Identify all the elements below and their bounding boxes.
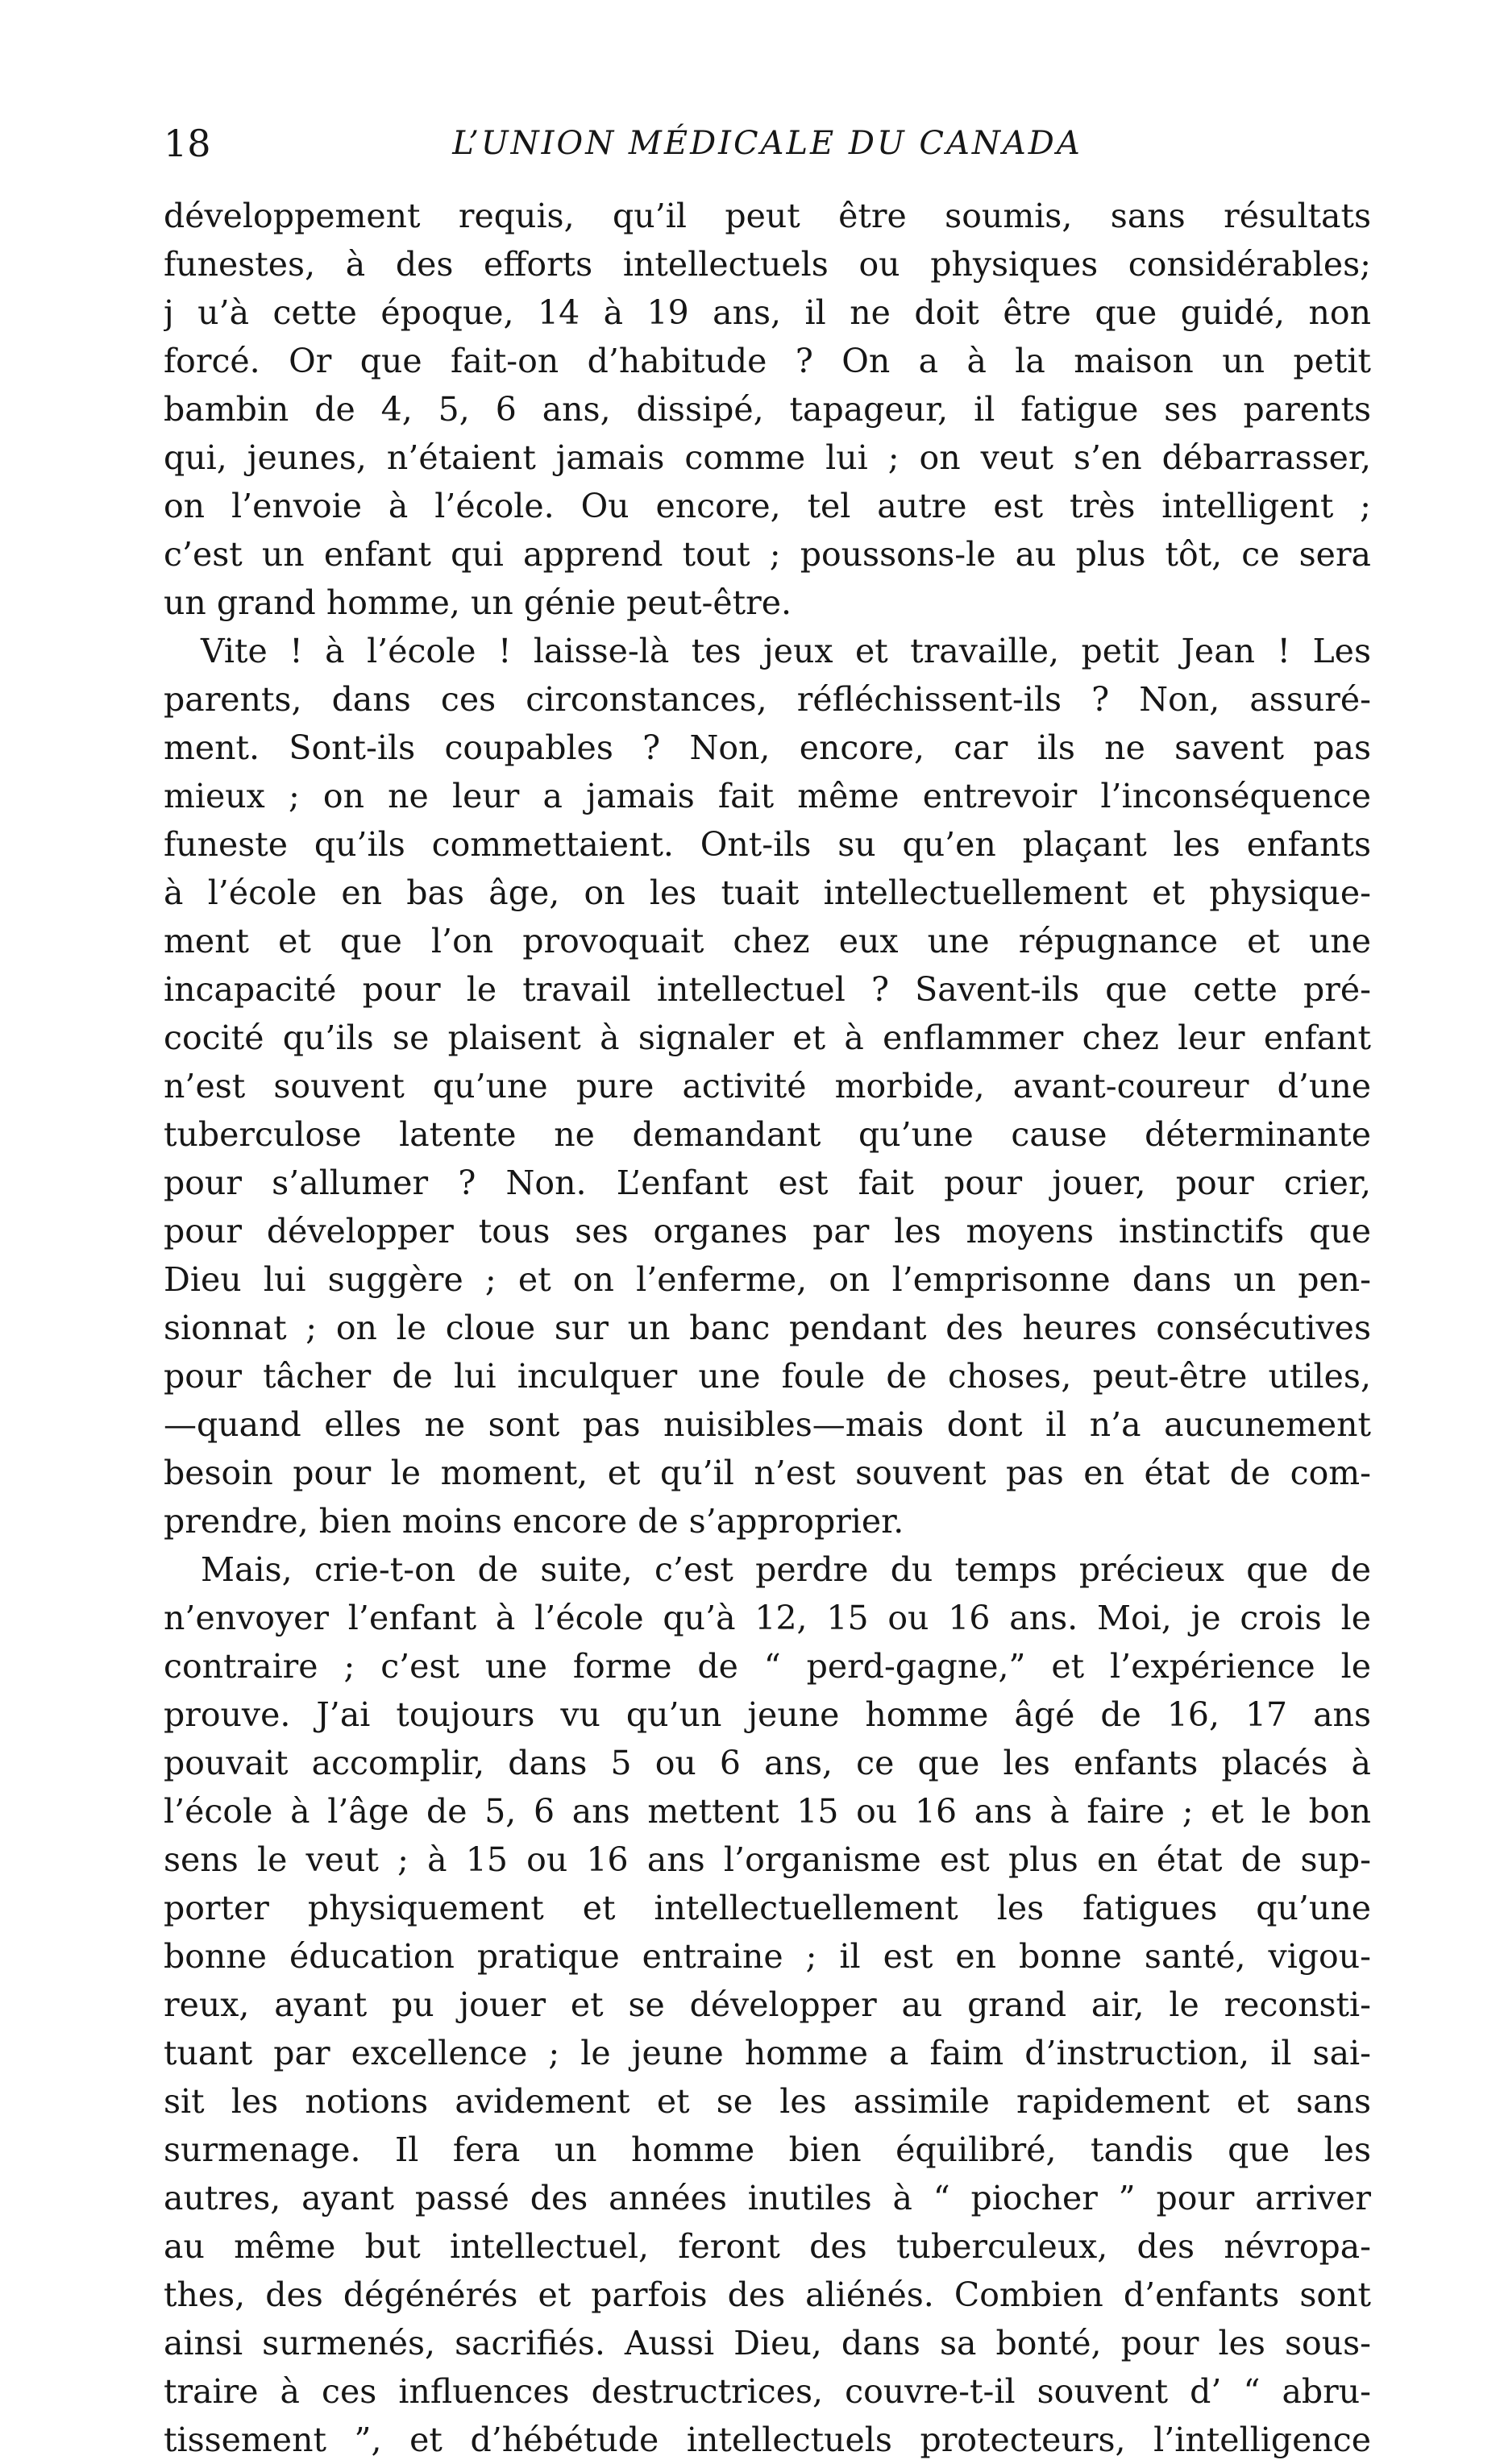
text-line: pouvait accomplir, dans 5 ou 6 ans, ce que les enfants placés à	[164, 1744, 1371, 1782]
text-line: funeste qu’ils commettaient. Ont-ils su qu’en plaçant les enfants	[164, 825, 1371, 864]
text-line: sens le veut ; à 15 ou 16 ans l’organisme est plus en état de sup-	[164, 1840, 1371, 1879]
text-line: besoin pour le moment, et qu’il n’est souvent pas en état de com-	[164, 1454, 1371, 1492]
text-line: contraire ; c’est une forme de “ perd-gagne,” et l’expérience le	[164, 1647, 1371, 1686]
text-line: sionnat ; on le cloue sur un banc pendant des heures consécutives	[164, 1309, 1371, 1347]
text-line: tuant par excellence ; le jeune homme a faim d’instruction, il sai-	[164, 2034, 1371, 2072]
text-line: sit les notions avidement et se les assimile rapidement et sans	[164, 2082, 1371, 2121]
running-title: L’UNION MÉDICALE DU CANADA	[452, 125, 1082, 162]
body-text	[164, 192, 1371, 2464]
text-line: porter physiquement et intellectuellement les fatigues qu’une	[164, 1889, 1371, 1927]
text-line: développement requis, qu’il peut être soumis, sans résultats	[164, 197, 1371, 235]
text-line: pour tâcher de lui inculquer une foule de choses, peut-être utiles,	[164, 1357, 1371, 1396]
text-line: l’école à l’âge de 5, 6 ans mettent 15 ou 16 ans à faire ; et le bon	[164, 1792, 1371, 1831]
text-line: Dieu lui suggère ; et on l’enferme, on l’emprisonne dans un pen-	[164, 1260, 1371, 1299]
text-line: au même but intellectuel, feront des tuberculeux, des névropa-	[164, 2227, 1371, 2266]
text-line: n’envoyer l’enfant à l’école qu’à 12, 15 ou 16 ans. Moi, je crois le	[164, 1599, 1371, 1637]
text-line: cocité qu’ils se plaisent à signaler et à enflammer chez leur enfant	[164, 1018, 1371, 1057]
text-line: prouve. J’ai toujours vu qu’un jeune homme âgé de 16, 17 ans	[164, 1695, 1371, 1734]
text-line: ment. Sont-ils coupables ? Non, encore, car ils ne savent pas	[164, 728, 1371, 767]
page-header	[164, 119, 1371, 168]
text-line: un grand homme, un génie peut-être.	[164, 583, 792, 622]
text-line: Mais, crie-t-on de suite, c’est perdre du temps précieux que de	[201, 1550, 1371, 1589]
text-line: funestes, à des efforts intellectuels ou physiques considérables;	[164, 245, 1371, 284]
text-line: autres, ayant passé des années inutiles à “ piocher ” pour arriver	[164, 2179, 1371, 2217]
text-line: pour s’allumer ? Non. L’enfant est fait pour jouer, pour crier,	[164, 1164, 1371, 1202]
text-line: forcé. Or que fait-on d’habitude ? On a à la maison un petit	[164, 342, 1371, 380]
text-line: ainsi surmenés, sacrifiés. Aussi Dieu, dans sa bonté, pour les sous-	[164, 2324, 1371, 2362]
text-line: traire à ces influences destructrices, couvre-t-il souvent d’ “ abru-	[164, 2372, 1371, 2411]
text-line: thes, des dégénérés et parfois des aliénés. Combien d’enfants sont	[164, 2275, 1371, 2314]
text-line: surmenage. Il fera un homme bien équilibré, tandis que les	[164, 2130, 1371, 2169]
text-line: on l’envoie à l’école. Ou encore, tel autre est très intelligent ;	[164, 487, 1371, 525]
page-number: 18	[164, 122, 211, 165]
text-line: Vite ! à l’école ! laisse-là tes jeux et travaille, petit Jean ! Les	[201, 632, 1371, 670]
text-line: prendre, bien moins encore de s’approprier.	[164, 1502, 904, 1541]
text-line: qui, jeunes, n’étaient jamais comme lui ; on veut s’en débarrasser,	[164, 438, 1371, 477]
text-line: reux, ayant pu jouer et se développer au grand air, le reconsti-	[164, 1985, 1371, 2024]
text-line: incapacité pour le travail intellectuel ? Savent-ils que cette pré-	[164, 970, 1371, 1009]
text-line: mieux ; on ne leur a jamais fait même entrevoir l’inconséquence	[164, 777, 1371, 815]
text-line: —quand elles ne sont pas nuisibles—mais dont il n’a aucunement	[164, 1405, 1371, 1444]
text-line: j u’à cette époque, 14 à 19 ans, il ne doit être que guidé, non	[164, 293, 1371, 332]
text-line: tissement ”, et d’hébétude intellectuels protecteurs, l’intelligence	[164, 2420, 1371, 2459]
text-line: n’est souvent qu’une pure activité morbide, avant-coureur d’une	[164, 1067, 1371, 1105]
text-line: tuberculose latente ne demandant qu’une cause déterminante	[164, 1115, 1371, 1154]
text-line: c’est un enfant qui apprend tout ; poussons-le au plus tôt, ce sera	[164, 535, 1371, 574]
text-line: à l’école en bas âge, on les tuait intellectuellement et physique-	[164, 873, 1371, 912]
text-line: pour développer tous ses organes par les moyens instinctifs que	[164, 1212, 1371, 1251]
text-line: parents, dans ces circonstances, réfléchissent-ils ? Non, assuré-	[164, 680, 1371, 719]
text-line: ment et que l’on provoquait chez eux une répugnance et une	[164, 922, 1371, 960]
text-line: bonne éducation pratique entraine ; il est en bonne santé, vigou-	[164, 1937, 1371, 1976]
text-line: bambin de 4, 5, 6 ans, dissipé, tapageur, il fatigue ses parents	[164, 390, 1371, 429]
